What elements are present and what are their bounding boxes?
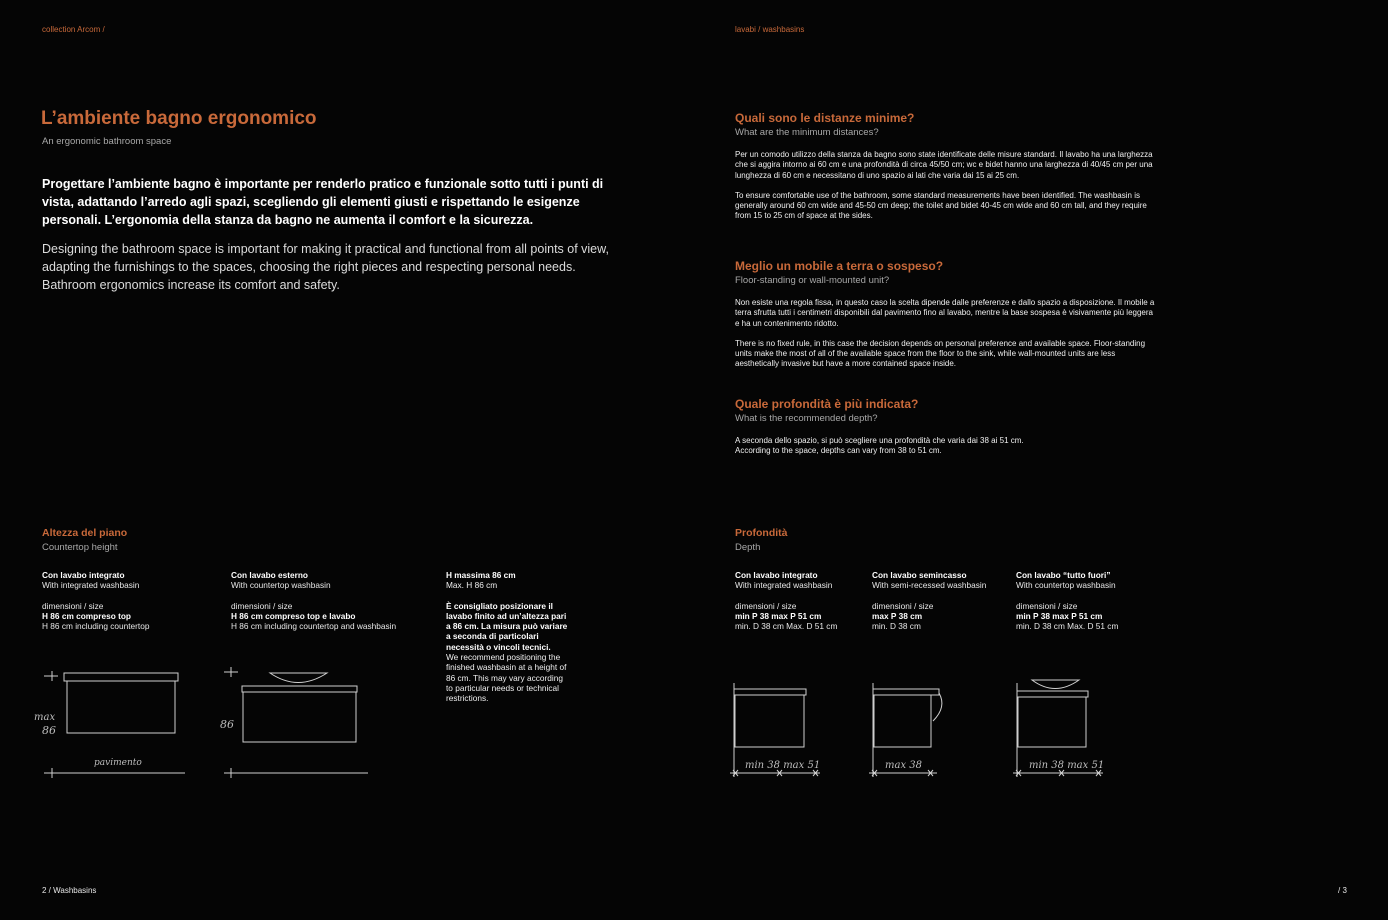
column-title: Con lavabo integrato <box>735 570 818 580</box>
breadcrumb-right: lavabi / washbasins <box>735 25 805 34</box>
depth-title: Profondità <box>735 527 788 539</box>
answer-italian: Per un comodo utilizzo della stanza da bagno sono state identificate delle misure standard. Il lavabo ha una larghezza che si aggira intorno ai 60 cm e una profondità di circa 45/50 cm; wc e bidet hanno una larghezza di 40/45 cm per una lunghezza di 60 cm e necessitano di uno spazio ai lati che varia dai 15 ai 25 cm. <box>735 150 1153 180</box>
column-subtitle: With countertop washbasin <box>231 580 331 591</box>
depth-label-2: max 38 <box>885 760 922 771</box>
answer-english: According to the space, depths can vary from 38 to 51 cm. <box>735 446 942 456</box>
height-label: 86 <box>42 724 56 737</box>
note-text-english: We recommend positioning the finished washbasin at a height of 86 cm. This may vary according to particular needs or technical restrictions. <box>446 652 567 704</box>
depth-label-3: min 38 max 51 <box>1029 760 1105 771</box>
depth-subtitle: Depth <box>735 542 761 553</box>
floor-label: pavimento <box>94 758 142 768</box>
column-title: Con lavabo esterno <box>231 570 308 580</box>
size-label: dimensioni / size <box>231 600 293 611</box>
answer-italian: A seconda dello spazio, si può scegliere una profondità che varia dai 38 ai 51 cm. <box>735 436 1024 445</box>
question-floor-or-wall <box>735 259 1157 370</box>
size-spec-bold: H 86 cm compreso top e lavabo <box>231 610 356 621</box>
depth-column-integrated <box>735 570 865 631</box>
breadcrumb-left: collection Arcom / <box>42 25 105 34</box>
answer-english: There is no fixed rule, in this case the decision depends on personal preference and available space. Floor-standing units make the most of all of the available space from the floor to the sink, while wall-mounted units are less aesthetically invasive but have a more contained space inside. <box>735 338 1146 369</box>
countertop-height-title: Altezza del piano <box>42 527 128 539</box>
column-countertop-washbasin <box>231 570 441 631</box>
size-label: dimensioni / size <box>1016 600 1078 611</box>
question-recommended-depth <box>735 397 1157 457</box>
cabinet-icon <box>67 681 175 733</box>
size-spec-english: min. D 38 cm Max. D 51 cm <box>1016 621 1119 632</box>
height-label-2: 86 <box>220 718 234 731</box>
size-spec-english: min. D 38 cm Max. D 51 cm <box>735 621 838 632</box>
page-subtitle: An ergonomic bathroom space <box>42 136 172 147</box>
footer-right: / 3 <box>1338 886 1347 895</box>
size-label: dimensioni / size <box>735 600 797 611</box>
question-title: Quale profondità è più indicata? <box>735 397 919 411</box>
size-label: dimensioni / size <box>42 600 104 611</box>
washbasin-icon <box>270 673 327 683</box>
answer-italian: Non esiste una regola fissa, in questo caso la scelta dipende dalle preferenze e dallo spazio a disposizione. Il mobile a terra sfrutta tutti i centimetri disponibili dal pavimento fino al lavabo, mentre la base sospesa è visivamente più leggera e ha un contenimento ridotto. <box>735 298 1155 328</box>
column-title: Con lavabo semincasso <box>872 570 967 580</box>
size-spec-english: min. D 38 cm <box>872 621 921 632</box>
question-subtitle: What are the minimum distances? <box>735 127 879 138</box>
size-spec-bold: H 86 cm compreso top <box>42 610 131 621</box>
question-title: Meglio un mobile a terra o sospeso? <box>735 259 944 273</box>
question-subtitle: What is the recommended depth? <box>735 413 878 424</box>
max-label: max <box>34 712 56 723</box>
column-title: Con lavabo integrato <box>42 570 125 580</box>
depth-sketches <box>725 675 1125 785</box>
size-spec-english: H 86 cm including countertop <box>42 621 150 632</box>
column-subtitle: With countertop washbasin <box>1016 580 1116 591</box>
question-minimum-distances <box>735 111 1155 222</box>
answer-english: To ensure comfortable use of the bathroom, some standard measurements have been identified. The washbasin is generally around 60 cm wide and 45-50 cm deep; the toilet and bidet 40-45 cm wide and 60 cm tall, and they require from 15 to 25 cm of space at the sides. <box>735 190 1147 221</box>
countertop-icon <box>64 673 178 681</box>
countertop-height-subtitle: Countertop height <box>42 542 118 553</box>
size-label: dimensioni / size <box>872 600 934 611</box>
depth-column-countertop <box>1016 570 1156 631</box>
column-integrated-washbasin <box>42 570 222 631</box>
question-title: Quali sono le distanze minime? <box>735 111 915 125</box>
size-spec-english: H 86 cm including countertop and washbasin <box>231 621 397 632</box>
depth-column-semi-recessed <box>872 570 1012 631</box>
lead-text-italian: Progettare l’ambiente bagno è importante per renderlo pratico e funzionale sotto tutti i punti di vista, adattando l’arredo agli spazi, scegliendo gli elementi giusti e rispettando le esigenze personali. L’ergonomia della stanza da bagno ne aumenta il comfort e la sicurezza. <box>42 177 604 227</box>
note-title: H massima 86 cm <box>446 570 516 580</box>
size-spec-bold: max P 38 cm <box>872 610 923 621</box>
question-subtitle: Floor-standing or wall-mounted unit? <box>735 275 890 286</box>
size-spec-bold: min P 38 max P 51 cm <box>735 610 822 621</box>
column-title: Con lavabo “tutto fuori” <box>1016 570 1111 580</box>
column-subtitle: With semi-recessed washbasin <box>872 580 987 591</box>
max-height-note <box>446 570 568 704</box>
footer-left: 2 / Washbasins <box>42 886 97 895</box>
lead-text-english: Designing the bathroom space is important for making it practical and functional from all points of view, adapting the furnishings to the spaces, choosing the right pieces and respecting personal needs. Bathroom ergonomics increase its comfort and safety. <box>42 242 609 292</box>
column-subtitle: With integrated washbasin <box>42 580 140 591</box>
page-title: L’ambiente bagno ergonomico <box>41 108 317 129</box>
note-text-italian: È consigliato posizionare il lavabo finito ad un’altezza pari a 86 cm. La misura può variare a seconda di particolari necessità o vincoli tecnici. <box>446 600 568 652</box>
note-subtitle: Max. H 86 cm <box>446 580 498 591</box>
size-spec-bold: min P 38 max P 51 cm <box>1016 610 1103 621</box>
depth-label-1: min 38 max 51 <box>745 760 821 771</box>
countertop-height-sketches <box>30 660 390 785</box>
column-subtitle: With integrated washbasin <box>735 580 833 591</box>
